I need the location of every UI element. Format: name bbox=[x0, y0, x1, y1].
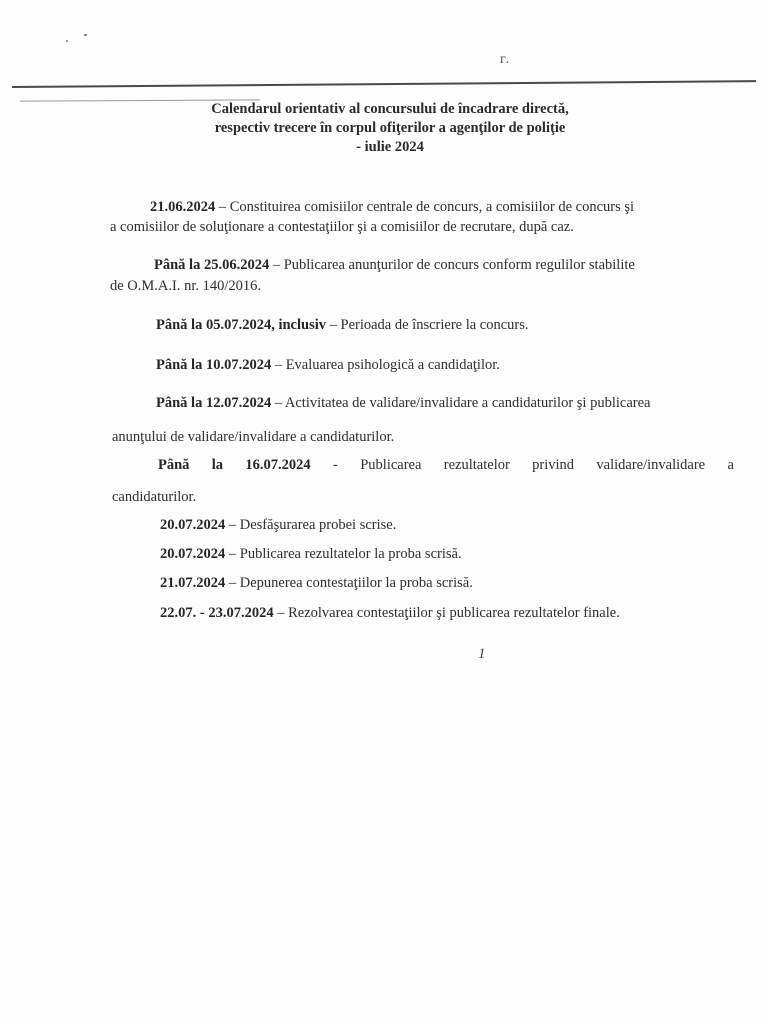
scan-speck bbox=[84, 34, 87, 36]
entry-date-word: la bbox=[211, 457, 224, 473]
schedule-entry bbox=[154, 256, 635, 275]
schedule-entry-continuation bbox=[110, 218, 574, 237]
entry-word: - bbox=[333, 457, 338, 473]
entry-text: anunţului de validare/invalidare a candidaturilor. bbox=[112, 429, 395, 445]
schedule-entry-continuation bbox=[112, 488, 196, 507]
entry-date: 20.07.2024 bbox=[160, 517, 226, 533]
entry-date: 21.06.2024 bbox=[150, 199, 216, 215]
entry-date-word: Până bbox=[158, 457, 190, 473]
entry-word: rezultatelor bbox=[443, 457, 510, 473]
entry-text: – Publicarea anunţurilor de concurs conform regulilor stabilite bbox=[269, 257, 635, 273]
title-line: respectiv trecere în corpul ofiţerilor a agenţilor de poliţie bbox=[214, 120, 566, 136]
schedule-entry bbox=[160, 604, 620, 623]
entry-text: – Depunerea contestaţiilor la proba scrisă. bbox=[225, 575, 473, 591]
entry-text: de O.M.A.I. nr. 140/2016. bbox=[110, 278, 262, 294]
entry-text: a comisiilor de soluţionare a contestaţiilor şi a comisiilor de recrutare, după caz. bbox=[110, 219, 574, 235]
schedule-entry bbox=[156, 394, 650, 413]
entry-text: – Rezolvarea contestaţiilor şi publicarea rezultatelor finale. bbox=[273, 605, 620, 621]
schedule-entry bbox=[160, 545, 462, 564]
document-title bbox=[150, 100, 630, 157]
entry-date: 22.07. - 23.07.2024 bbox=[160, 605, 274, 621]
entry-text: – Publicarea rezultatelor la proba scrisă. bbox=[225, 546, 462, 562]
entry-word: a bbox=[727, 457, 734, 473]
entry-date: Până la 12.07.2024 bbox=[156, 395, 272, 411]
title-line: - iulie 2024 bbox=[356, 139, 424, 155]
page-number: 1 bbox=[478, 646, 486, 662]
entry-date: Până la 05.07.2024, inclusiv bbox=[156, 317, 326, 333]
entry-text: – Constituirea comisiilor centrale de concurs, a comisiilor de concurs şi bbox=[215, 199, 635, 215]
entry-word: validare/invalidare bbox=[596, 457, 706, 473]
schedule-entry bbox=[150, 198, 634, 217]
entry-text: – Desfăşurarea probei scrise. bbox=[225, 517, 397, 533]
entry-word: privind bbox=[532, 457, 575, 473]
schedule-entry-continuation bbox=[112, 428, 394, 447]
schedule-entry bbox=[160, 516, 396, 535]
entry-date: 20.07.2024 bbox=[160, 546, 226, 562]
scan-speck bbox=[66, 40, 68, 42]
entry-date: Până la 10.07.2024 bbox=[156, 357, 272, 373]
entry-text: candidaturilor. bbox=[112, 489, 197, 505]
schedule-entry-continuation bbox=[110, 277, 261, 296]
entry-word: Publicarea bbox=[360, 457, 422, 473]
schedule-entry bbox=[156, 316, 529, 335]
title-line: Calendarul orientativ al concursului de încadrare directă, bbox=[211, 101, 569, 117]
schedule-entry bbox=[156, 356, 500, 375]
entry-text: – Activitatea de validare/invalidare a candidaturilor şi publicarea bbox=[271, 395, 651, 411]
header-rule bbox=[12, 80, 756, 88]
entry-date: 21.07.2024 bbox=[160, 575, 226, 591]
schedule-entry bbox=[158, 456, 734, 475]
handwritten-header-mark: ᴦ. bbox=[500, 52, 510, 67]
entry-text: – Perioada de înscriere la concurs. bbox=[326, 317, 529, 333]
schedule-entry bbox=[160, 574, 473, 593]
entry-date-word: 16.07.2024 bbox=[245, 457, 311, 473]
entry-text: – Evaluarea psihologică a candidaţilor. bbox=[271, 357, 500, 373]
entry-date: Până la 25.06.2024 bbox=[154, 257, 270, 273]
